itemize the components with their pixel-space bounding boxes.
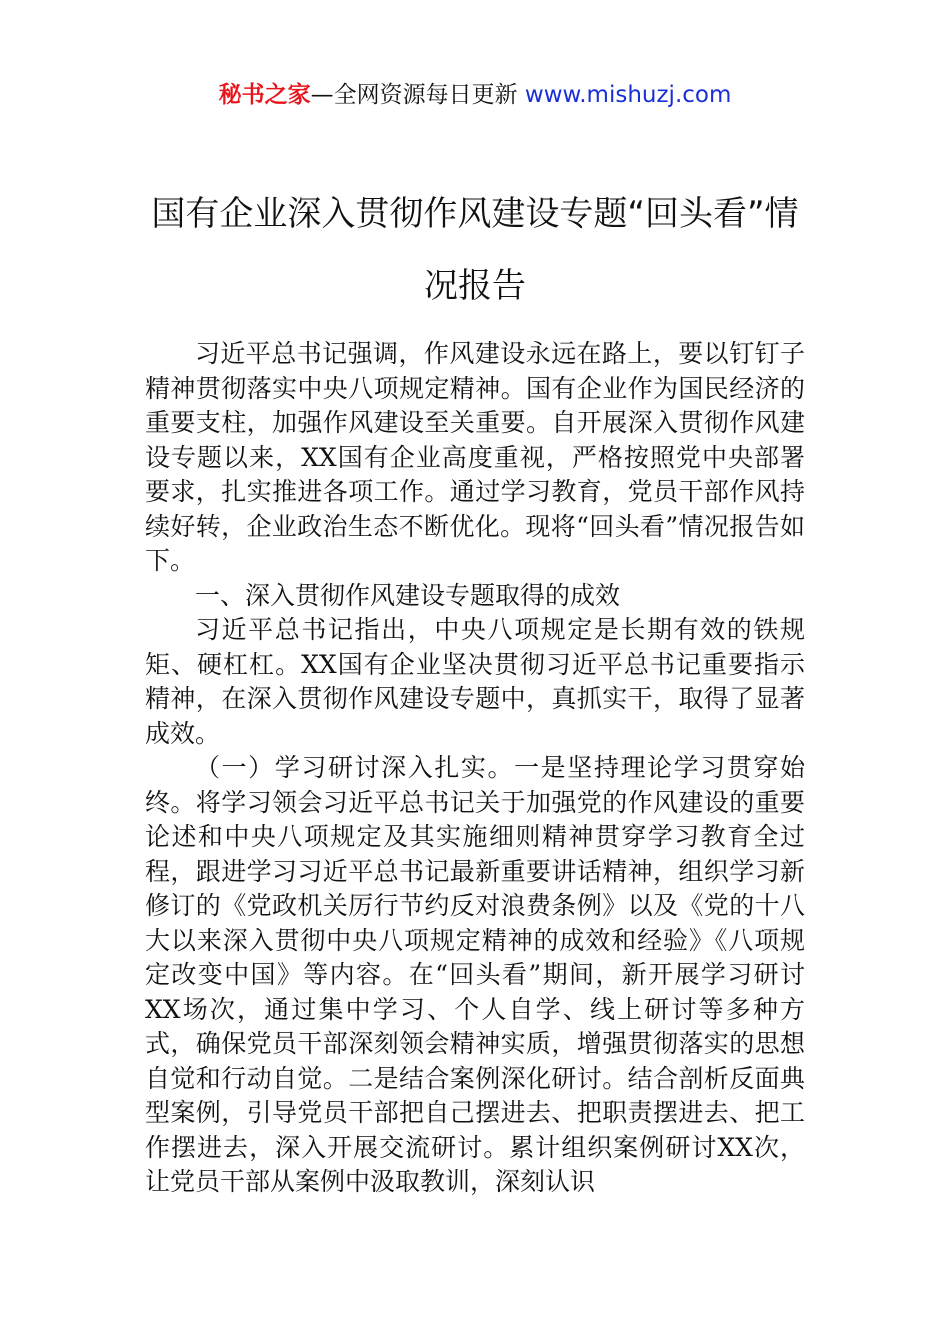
document-title: 国有企业深入贯彻作风建设专题“回头看”情况报告 [151, 194, 799, 306]
site-brand: 秘书之家 [218, 82, 311, 108]
intro-paragraph: 习近平总书记强调，作风建设永远在路上，要以钉钉子精神贯彻落实中央八项规定精神。国有企业作为国民经济的重要支柱，加强作风建设至关重要。自开展深入贯彻作风建设专题以来，XX国有企业高度重视，严格按照党中央部署要求，扎实推进各项工作。通过学习教育，党员干部作风持续好转，企业政治生态不断优化。现将“回头看”情况报告如下。 [145, 339, 805, 575]
site-tagline: —全网资源每日更新 [310, 82, 525, 108]
site-url-link[interactable]: www.mishuzj.com [524, 82, 732, 108]
document-body [145, 337, 805, 1200]
section-heading: 一、深入贯彻作风建设专题取得的成效 [195, 580, 621, 610]
site-header [0, 80, 950, 110]
body-paragraph: （一）学习研讨深入扎实。一是坚持理论学习贯穿始终。将学习领会习近平总书记关于加强党的作风建设的重要论述和中央八项规定及其实施细则精神贯穿学习教育全过程，跟进学习习近平总书记最新重要讲话精神，组织学习新修订的《党政机关厉行节约反对浪费条例》以及《党的十八大以来深入贯彻中央八项规定精神的成效和经验》《八项规定改变中国》等内容。在“回头看”期间，新开展学习研讨XX场次，通过集中学习、个人自学、线上研讨等多种方式，确保党员干部深刻领会精神实质，增强贯彻落实的思想自觉和行动自觉。二是结合案例深化研讨。结合剖析反面典型案例，引导党员干部把自己摆进去、把职责摆进去、把工作摆进去，深入开展交流研讨。累计组织案例研讨XX次，让党员干部从案例中汲取教训，深刻认识 [145, 753, 805, 1196]
body-paragraph: 习近平总书记指出，中央八项规定是长期有效的铁规矩、硬杠杠。XX国有企业坚决贯彻习近平总书记重要指示精神，在深入贯彻作风建设专题中，真抓实干，取得了显著成效。 [145, 615, 805, 748]
